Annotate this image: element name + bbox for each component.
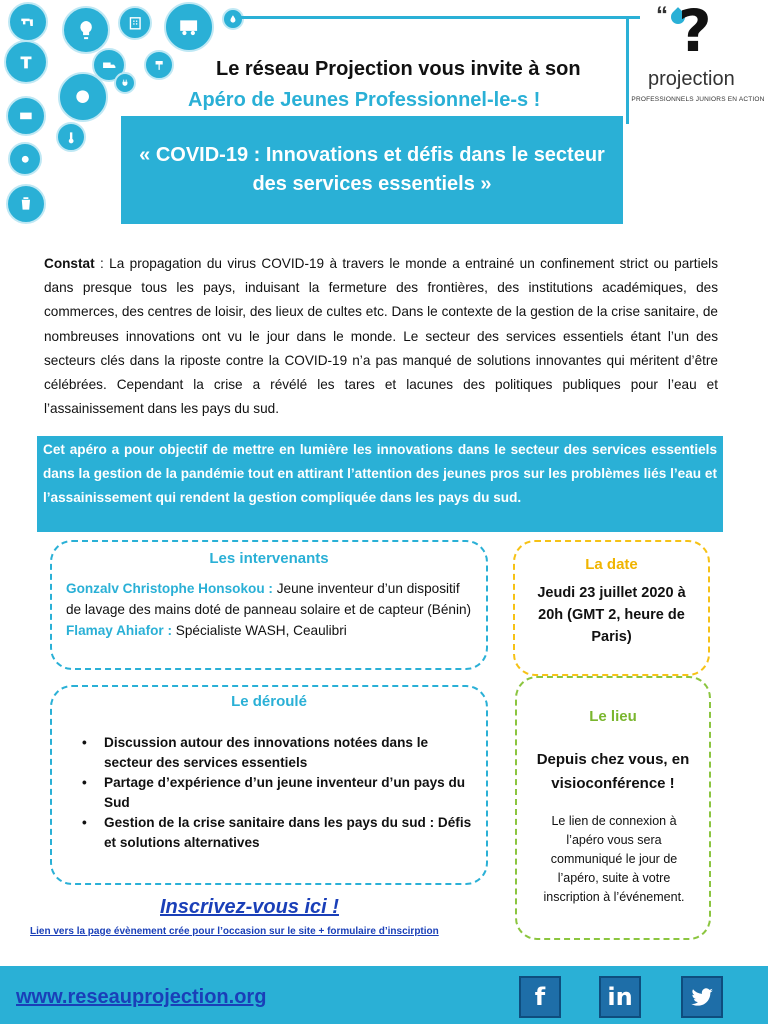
website-link[interactable]: www.reseauprojection.org (16, 986, 267, 1008)
energy-icon (62, 6, 110, 54)
register-link[interactable]: Inscrivez-vous ici ! (160, 896, 339, 918)
location-title: Le lieu (589, 708, 637, 725)
date-box (513, 540, 710, 676)
date-text: Jeudi 23 juillet 2020 à 20h (GMT 2, heure de Paris) (537, 585, 686, 645)
plug-icon (114, 72, 136, 94)
footer-bar (0, 966, 768, 1024)
agenda-item-text: Gestion de la crise sanitaire dans les pays du sud : Défis et solutions alternatives (104, 815, 472, 850)
hygiene-icon (8, 142, 42, 176)
agenda-title: Le déroulé (231, 693, 307, 710)
logo-question-mark: ? (678, 0, 712, 65)
signpost-icon (144, 50, 174, 80)
event-title: « COVID-19 : Innovations et défis dans le secteur des services essentiels » (139, 144, 605, 195)
constat-text: : La propagation du virus COVID-19 à travers le monde a entrainé un confinement strict ou partiels dans presque tous les pays, induisant la fermeture des frontières, des institutions académiques, des commerces, des centres de loisir, des lieux de cultes etc. Dans le contexte de la gestion de la crise sanitaire, de nombreuses innovations ont vu le jour dans le monde. Le secteur des services essentiels étant l’un des secteurs clés dans la riposte contre la COVID-19 n’a pas manqué de solutions innovantes qui méritent d’être célébrées. Cependant la crise a révélé les tares et lacunes des politiques publiques pour l’eau et l’assainissement dans les pays du sud. (44, 256, 718, 417)
bus-mobility-icon (164, 2, 214, 52)
speaker-1-name: Gonzalv Christophe Honsokou : (66, 581, 273, 596)
twitter-bird-icon (689, 984, 715, 1010)
speaker-1-desc: Jeune inventeur d’un dispositif de lavage des mains doté de panneau solaire et de capteur (Bénin) (66, 581, 472, 617)
agenda-item-text: Discussion autour des innovations notées dans le secteur des services essentiels (104, 735, 429, 770)
logo-tagline: PROFESSIONNELS JUNIORS EN ACTION (631, 96, 765, 103)
list-item (80, 813, 480, 853)
bullet-icon: • (82, 815, 87, 830)
bullet-icon: • (82, 775, 87, 790)
event-title-banner (121, 116, 623, 224)
waste-management-icon (6, 184, 46, 224)
projection-logo (628, 0, 768, 110)
constat-paragraph (44, 252, 718, 421)
logo-quote-mark: “ (656, 2, 668, 29)
facebook-glyph: f (534, 983, 546, 1011)
speakers-title: Les intervenants (209, 550, 329, 567)
list-item (80, 773, 480, 813)
header-divider (240, 16, 640, 19)
agenda-box (50, 685, 488, 885)
objective-banner (37, 436, 723, 532)
list-item (80, 733, 480, 773)
objective-text: Cet apéro a pour objectif de mettre en lumière les innovations dans le secteur des services essentiels dans la gestion de la pandémie tout en attirant l’attention des jeunes pros sur les problèmes liés l’eau et l’assainissement qui rendent la gestion compliquée dans les pays du sud. (43, 442, 717, 505)
logo-name: projection (648, 68, 735, 90)
agenda-list (80, 733, 480, 853)
speaker-2-name: Flamay Ahiafor : (66, 623, 173, 638)
agenda-item-text: Partage d’expérience d’un jeune inventeur d’un pays du Sud (104, 775, 466, 810)
sanitation-icon (58, 72, 108, 122)
constat-label: Constat (44, 256, 95, 271)
linkedin-glyph: in (607, 983, 633, 1011)
linkedin-icon[interactable] (599, 976, 641, 1018)
event-page-link[interactable]: Lien vers la page évènement crée pour l’occasion sur le site + formulaire d’inscirption (30, 926, 439, 937)
twitter-icon[interactable] (681, 976, 723, 1018)
treatment-icon (6, 96, 46, 136)
water-access-icon (4, 40, 48, 84)
invite-line: Le réseau Projection vous invite à son (216, 58, 581, 80)
location-box (515, 676, 711, 940)
speakers-box (50, 540, 488, 670)
bullet-icon: • (82, 735, 87, 750)
thermometer-icon (56, 122, 86, 152)
speaker-2-desc: Spécialiste WASH, Ceaulibri (172, 623, 347, 638)
date-title: La date (585, 556, 638, 573)
apero-title: Apéro de Jeunes Professionnel-le-s ! (188, 89, 541, 111)
speakers-list (66, 578, 476, 641)
facebook-icon[interactable] (519, 976, 561, 1018)
building-icon (118, 6, 152, 40)
drop-icon (222, 8, 244, 30)
location-details: Le lien de connexion à l’apéro vous sera communiqué le jour de l’apéro, suite à votre inscription à l’événement. (543, 814, 685, 904)
location-lead: Depuis chez vous, en visioconférence ! (536, 751, 690, 792)
faucet-icon (8, 2, 48, 42)
